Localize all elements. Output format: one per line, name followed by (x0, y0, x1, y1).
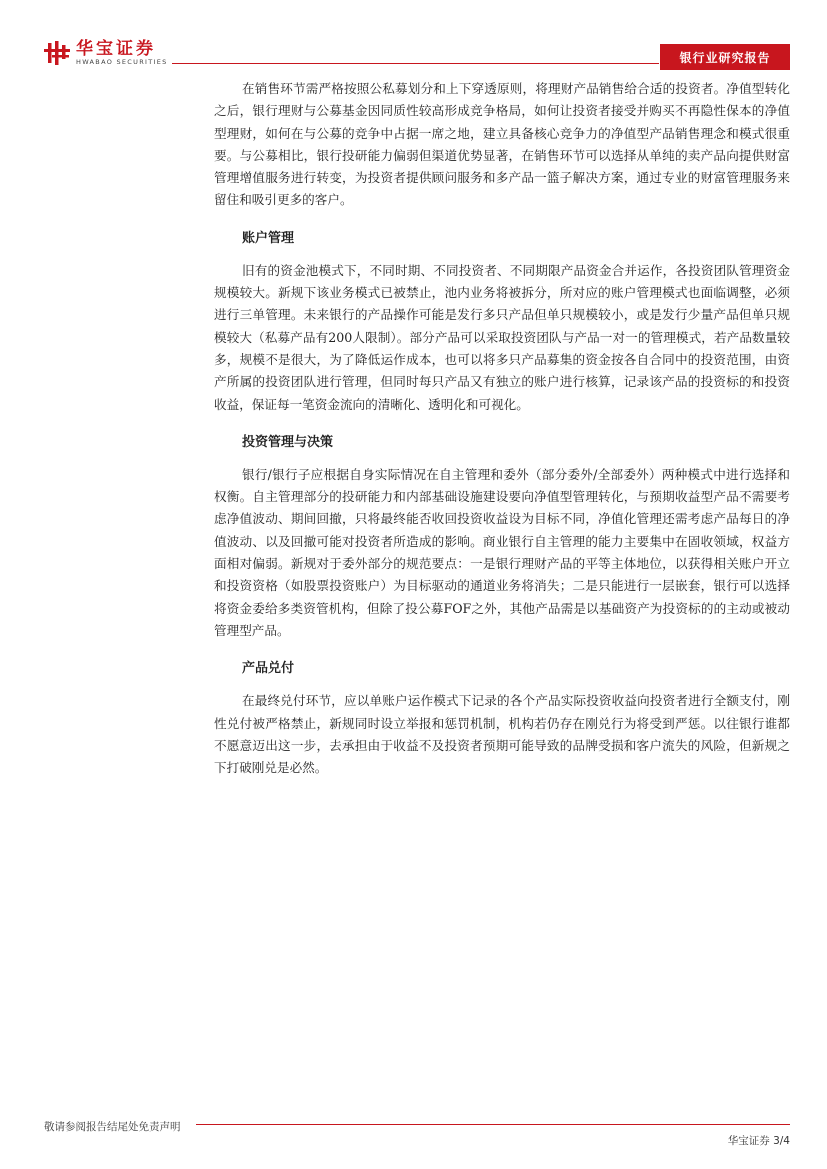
hwabao-logo-icon (44, 40, 70, 66)
section-paragraph-product-redemption: 在最终兑付环节，应以单账户运作模式下记录的各个产品实际投资收益向投资者进行全额支付，刚性兑付被严格禁止，新规同时设立举报和惩罚机制，机构若仍存在刚兑行为将受到严惩。以往银行谁都不愿意迈出这一步，去承担由于收益不及投资者预期可能导致的品牌受损和客户流失的风险，但新规之下打破刚兑是必然。 (214, 693, 790, 776)
header-divider (172, 63, 659, 64)
logo-english-name: HWABAO SECURITIES (76, 58, 168, 66)
footer-page-number: 华宝证券 3/4 (727, 1135, 790, 1147)
section-paragraph-account-management: 旧有的资金池模式下，不同时期、不同投资者、不同期限产品资金合并运作，各投资团队管理资金规模较大。新规下该业务模式已被禁止，池内业务将被拆分，所对应的账户管理模式也面临调整，必须进行三单管理。未来银行的产品操作可能是发行多只产品但单只规模较小，或是发行少量产品但单只规模较大（私募产品有200人限制）。部分产品可以采取投资团队与产品一对一的管理模式，若产品数量较多，规模不是很大，为了降低运作成本，也可以将多只产品募集的资金按各自合同中的投资范围，由资产所属的投资团队进行管理，但同时每只产品又有独立的账户进行核算，记录该产品的投资标的和投资收益，保证每一笔资金流向的清晰化、透明化和可视化。 (214, 262, 790, 412)
footer-disclaimer: 敬请参阅报告结尾处免责声明 (44, 1121, 181, 1133)
footer-divider (196, 1124, 790, 1125)
section-paragraph-sales: 在销售环节需严格按照公私募划分和上下穿透原则，将理财产品销售给合适的投资者。净值型转化之后，银行理财与公募基金因同质性较高形成竞争格局，如何让投资者接受并购买不再隐性保本的净值型理财，如何在与公募的竞争中占据一席之地，建立具备核心竞争力的净值型产品销售理念和模式很重要。与公募相比，银行投研能力偏弱但渠道优势显著，在销售环节可以选择从单纯的卖产品向提供财富管理增值服务进行转变，为投资者提供顾问服务和多产品一篮子解决方案，通过专业的财富管理服务来留住和吸引更多的客户。 (214, 81, 790, 208)
section-heading-product-redemption: 产品兑付 (242, 661, 295, 677)
section-heading-investment-management: 投资管理与决策 (242, 434, 334, 450)
page-header (0, 0, 827, 80)
report-body (214, 78, 790, 779)
report-type-badge: 银行业研究报告 (660, 44, 790, 70)
section-paragraph-investment-management: 银行/银行子应根据自身实际情况在自主管理和委外（部分委外/全部委外）两种模式中进行选择和权衡。自主管理部分的投研能力和内部基础设施建设要向净值型管理转化，与预期收益型产品不需要考虑净值波动、期间回撤，只将最终能否收回投资收益设为目标不同，净值化管理还需考虑产品每日的净值波动、以及回撤可能对投资者所造成的影响。商业银行自主管理的能力主要集中在固收领域，权益方面相对偏弱。新规对于委外部分的规范要点：一是银行理财产品的平等主体地位，以获得相关账户开立和投资资格（如股票投资账户）为目标驱动的通道业务将消失；二是只能进行一层嵌套，银行可以选择将资金委给多类资管机构，但除了投公募FOF之外，其他产品需是以基础资产为投资标的的主动或被动管理型产品。 (214, 466, 790, 638)
section-heading-account-management: 账户管理 (242, 230, 295, 246)
logo-chinese-name: 华宝证券 (76, 39, 156, 59)
company-logo (44, 38, 168, 68)
